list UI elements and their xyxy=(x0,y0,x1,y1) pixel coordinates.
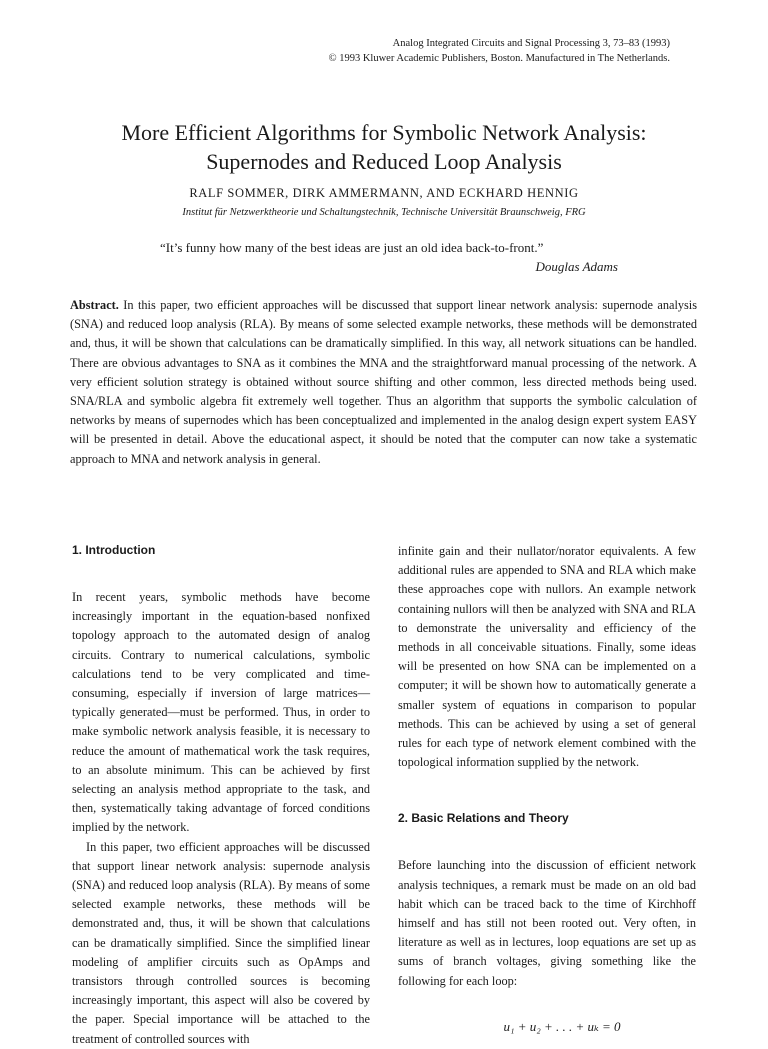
epigraph-text: “It’s funny how many of the best ideas are just an old idea back-to-front.” xyxy=(160,240,544,255)
abstract-text: In this paper, two efficient approaches will be discussed that support linear network analysis: supernode analysis (SNA) and reduced loop analysis (RLA). By means of some selected example networks, these methods will be demonstrated and, thus, it will be shown that calculations can be dramatically simplified. In this way, all network situations can be handled. There are obvious advantages to SNA as it combines the MNA and the straightforward manual processing of the network. A very efficient solution strategy is obtained without source shifting and other common, less directed methods being used. SNA/RLA and symbolic algebra fit extremely well together. Thus an algorithm that supports the symbolic calculation of networks by means of supernodes which has been conceptualized and implemented in the analog design expert system EASY will be presented in detail. Above the educational aspect, it should be noted that the computer can now take a systematic approach to MNA and network analysis in general. xyxy=(70,298,697,466)
epigraph xyxy=(160,238,618,276)
abstract xyxy=(70,296,697,469)
journal-header xyxy=(250,36,670,66)
right-column xyxy=(398,542,696,1036)
affiliation: Institut für Netzwerktheorie und Schaltungstechnik, Technische Universität Braunschweig, FRG xyxy=(182,207,586,218)
theory-paragraph-1: Before launching into the discussion of efficient network analysis techniques, a remark must be made on an old bad habit which can be traced back to the time of Kirchhoff himself and has still not been rooted out. Very often, in literature as well as in lectures, loop equations are set up as sums of branch voltages, giving something like the following for each loop: xyxy=(398,858,696,988)
left-column xyxy=(72,542,370,1049)
intro-paragraph-3: infinite gain and their nullator/norator equivalents. A few additional rules are appended to SNA and RLA which make these approaches cope with nullors. An example network containing nullors will then be analyzed with SNA and RLA to demonstrate the universality and efficiency of the methods in all conceivable situations. Finally, some ideas will be presented on how SNA can be implemented on a computer; it will be shown how to automatically generate a smaller system of equations in comparison to popular methods. This can be achieved by using a set of general rules for each type of network element combined with the topological information supplied by the network. xyxy=(398,544,696,770)
intro-paragraph-1: In recent years, symbolic methods have become increasingly important in the equation-based nonfixed topology approach to the automated design of analog circuits. Contrary to numerical calculations, symbolic calculations tend to be very complicated and time-consuming, especially if inversion of large matrices—typically generated—must be performed. Thus, in order to make symbolic network analysis feasible, it is necessary to reduce the amount of mathematical work the task requires, to an absolute minimum. This can be achieved by first selecting an analysis method appropriate to the task, and then, systematically taking advantage of forced conditions implied by the network. xyxy=(72,590,370,835)
intro-paragraph-2: In this paper, two efficient approaches will be discussed that support linear network analysis: supernode analysis (SNA) and reduced loop analysis (RLA). By means of some selected example networks, these methods will be demonstrated and, thus, it will be shown that calculations can be dramatically simplified. Since the simplified linear modeling of amplifier circuits such as OpAmps and transistors through controlled sources is becoming increasingly important, this aspect will also be covered by the paper. Special importance will be attached to the treatment of controlled sources with xyxy=(72,839,370,1046)
copyright-line: © 1993 Kluwer Academic Publishers, Boston. Manufactured in The Netherlands. xyxy=(328,53,670,64)
abstract-label: Abstract. xyxy=(70,298,119,312)
author-list: RALF SOMMER, DIRK AMMERMANN, AND ECKHARD HENNIG xyxy=(189,186,579,200)
epigraph-author: Douglas Adams xyxy=(535,259,618,274)
title-line-1: More Efficient Algorithms for Symbolic Network Analysis: xyxy=(121,120,647,145)
section-2-heading: 2. Basic Relations and Theory xyxy=(398,811,569,826)
section-1-heading: 1. Introduction xyxy=(72,543,156,557)
paper-title xyxy=(40,118,728,176)
journal-citation: Analog Integrated Circuits and Signal Processing 3, 73–83 (1993) xyxy=(392,38,670,49)
section-gap xyxy=(398,772,696,810)
loop-equation: u₁ + u₂ + . . . + uₖ = 0 xyxy=(503,1018,621,1034)
title-line-2: Supernodes and Reduced Loop Analysis xyxy=(206,149,562,174)
